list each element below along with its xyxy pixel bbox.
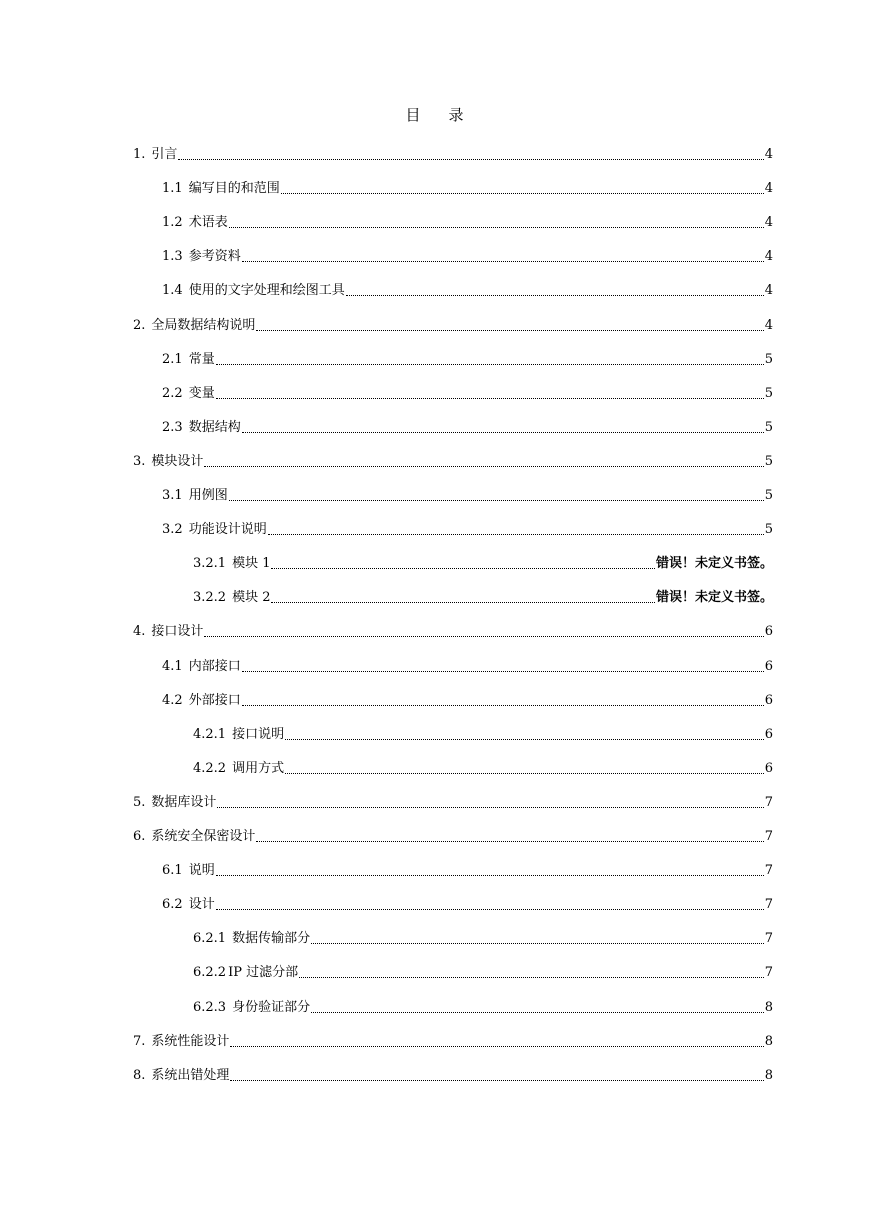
toc-entry-page: 6 bbox=[764, 624, 773, 640]
toc-entry-page: 8 bbox=[764, 1033, 773, 1049]
toc-entry-page: 7 bbox=[764, 931, 773, 947]
toc-entry[interactable] bbox=[162, 280, 773, 300]
toc-entry-title: 外部接口 bbox=[188, 692, 241, 708]
toc-entry-number: 1.4 bbox=[162, 283, 183, 299]
toc-dot-leader bbox=[229, 500, 764, 501]
toc-entry-number: 2.1 bbox=[162, 351, 183, 367]
toc-entry[interactable] bbox=[162, 417, 773, 437]
toc-entry-page: 5 bbox=[764, 419, 773, 435]
toc-title-char-1: 目 bbox=[405, 106, 421, 124]
toc-entry-number: 3.1 bbox=[162, 488, 183, 503]
toc-entry-page: 5 bbox=[764, 522, 773, 538]
toc-entry-title: 变量 bbox=[188, 385, 215, 401]
toc-entry-number: 6.2.1 bbox=[193, 931, 227, 947]
toc-entry-title: 接口设计 bbox=[151, 624, 204, 640]
toc-entry-page: 8 bbox=[764, 999, 773, 1015]
toc-entry-number: 4.2.1 bbox=[193, 726, 227, 742]
toc-title bbox=[0, 104, 869, 125]
toc-dot-leader bbox=[230, 1080, 763, 1081]
toc-entry-title: 用例图 bbox=[188, 488, 228, 503]
toc-entry-number: 1. bbox=[133, 147, 146, 162]
toc-entry[interactable] bbox=[162, 690, 773, 710]
toc-entry-number: 7. bbox=[133, 1033, 146, 1049]
toc-entry[interactable] bbox=[162, 656, 773, 676]
toc-entry-number: 3.2 bbox=[162, 522, 183, 538]
toc-entry[interactable] bbox=[193, 724, 773, 744]
toc-entry-page: 4 bbox=[764, 249, 773, 265]
toc-entry-page: 8 bbox=[764, 1067, 773, 1083]
toc-entry[interactable] bbox=[162, 894, 773, 914]
toc-entry-number: 1.2 bbox=[162, 215, 183, 231]
toc-entry[interactable] bbox=[133, 1031, 773, 1051]
toc-entry-title: 系统出错处理 bbox=[151, 1067, 230, 1083]
toc-entry-page: 4 bbox=[764, 317, 773, 333]
toc-entry[interactable] bbox=[162, 246, 773, 266]
toc-entry-title: 术语表 bbox=[188, 215, 228, 231]
toc-entry-page: 5 bbox=[764, 453, 773, 469]
toc-entry[interactable] bbox=[193, 928, 773, 948]
toc-dot-leader bbox=[229, 227, 764, 228]
toc-entry-error-page: 错误！未定义书签。 bbox=[655, 590, 773, 606]
toc-entry[interactable] bbox=[133, 792, 773, 812]
toc-entry-title: 内部接口 bbox=[188, 658, 241, 674]
toc-entry-title: 常量 bbox=[188, 351, 215, 367]
toc-dot-leader bbox=[256, 330, 763, 331]
toc-entry[interactable] bbox=[193, 587, 773, 607]
toc-entry[interactable] bbox=[133, 315, 773, 335]
toc-entry-page: 5 bbox=[764, 488, 773, 503]
toc-entry-page: 7 bbox=[764, 897, 773, 913]
toc-entry-page: 4 bbox=[764, 215, 773, 231]
toc-entry-page: 6 bbox=[764, 658, 773, 674]
toc-entry-number: 6. bbox=[133, 829, 146, 844]
toc-entry-page: 6 bbox=[764, 726, 773, 742]
toc-entry-title: 系统性能设计 bbox=[151, 1033, 230, 1049]
toc-dot-leader bbox=[268, 534, 764, 535]
toc-dot-leader bbox=[178, 159, 763, 160]
toc-entry-number: 4.2 bbox=[162, 692, 183, 708]
toc-entry-number: 5. bbox=[133, 794, 146, 810]
toc-entry-page: 7 bbox=[764, 863, 773, 879]
toc-dot-leader bbox=[216, 364, 764, 365]
toc-entry-title: 功能设计说明 bbox=[188, 522, 267, 538]
toc-entry-number: 4. bbox=[133, 624, 146, 640]
toc-entry-title: 模块 1 bbox=[232, 556, 271, 572]
toc-entry-title: IP 过滤分部 bbox=[228, 965, 299, 981]
toc-dot-leader bbox=[299, 977, 764, 978]
toc-dot-leader bbox=[271, 602, 655, 603]
toc-entry-number: 6.2 bbox=[162, 897, 183, 913]
toc-entry-page: 6 bbox=[764, 692, 773, 708]
toc-dot-leader bbox=[256, 841, 763, 842]
toc-entry-page: 5 bbox=[764, 351, 773, 367]
toc-entry-number: 8. bbox=[133, 1067, 146, 1083]
toc-entry[interactable] bbox=[162, 212, 773, 232]
toc-entry-number: 6.2.2 bbox=[193, 965, 227, 981]
toc-entry[interactable] bbox=[162, 519, 773, 539]
toc-entry-title: 数据结构 bbox=[188, 419, 241, 435]
toc-dot-leader bbox=[204, 466, 763, 467]
toc-dot-leader bbox=[242, 261, 764, 262]
toc-entry-title: 接口说明 bbox=[232, 726, 285, 742]
toc-entry[interactable] bbox=[133, 144, 773, 164]
toc-entry-number: 4.1 bbox=[162, 658, 183, 674]
toc-entry[interactable] bbox=[193, 997, 773, 1017]
toc-entry-title: 使用的文字处理和绘图工具 bbox=[188, 283, 345, 299]
toc-entry[interactable] bbox=[193, 553, 773, 573]
toc-entry-number: 3. bbox=[133, 453, 146, 469]
toc-dot-leader bbox=[281, 193, 764, 194]
toc-entry-number: 6.2.3 bbox=[193, 999, 227, 1015]
toc-entry-number: 1.1 bbox=[162, 181, 183, 197]
toc-entry[interactable] bbox=[193, 962, 773, 982]
toc-entry-title: 数据传输部分 bbox=[232, 931, 311, 947]
toc-dot-leader bbox=[216, 875, 764, 876]
toc-entry[interactable] bbox=[133, 1065, 773, 1085]
toc-entry-number: 4.2.2 bbox=[193, 760, 227, 776]
toc-entry-title: 全局数据结构说明 bbox=[151, 317, 256, 333]
toc-dot-leader bbox=[242, 432, 764, 433]
toc-entry-number: 1.3 bbox=[162, 249, 183, 265]
toc-entry[interactable] bbox=[162, 860, 773, 880]
toc-dot-leader bbox=[285, 773, 764, 774]
toc-entry[interactable] bbox=[162, 178, 773, 198]
toc-entry-number: 6.1 bbox=[162, 863, 183, 879]
toc-entry-title: 身份验证部分 bbox=[232, 999, 311, 1015]
toc-entry[interactable] bbox=[162, 383, 773, 403]
toc-entry-title: 说明 bbox=[188, 863, 215, 879]
toc-dot-leader bbox=[230, 1046, 763, 1047]
toc-dot-leader bbox=[285, 739, 764, 740]
toc-dot-leader bbox=[346, 295, 764, 296]
toc-dot-leader bbox=[204, 636, 763, 637]
toc-entry-number: 3.2.2 bbox=[193, 590, 227, 606]
toc-entry-title: 系统安全保密设计 bbox=[151, 829, 256, 844]
toc-entry-page: 6 bbox=[764, 760, 773, 776]
toc-entry-page: 4 bbox=[764, 283, 773, 299]
toc-entry-number: 2. bbox=[133, 317, 146, 333]
toc-entry-title: 编写目的和范围 bbox=[188, 181, 280, 197]
toc-entry[interactable] bbox=[162, 349, 773, 369]
toc-entry[interactable] bbox=[162, 485, 773, 505]
toc-entry[interactable] bbox=[193, 758, 773, 778]
toc-entry-page: 4 bbox=[764, 147, 773, 162]
toc-dot-leader bbox=[216, 909, 764, 910]
toc-entry[interactable] bbox=[133, 826, 773, 846]
toc-dot-leader bbox=[216, 398, 764, 399]
toc-title-char-2: 录 bbox=[448, 106, 464, 124]
toc-dot-leader bbox=[242, 671, 764, 672]
toc-entry-page: 5 bbox=[764, 385, 773, 401]
toc-entry-page: 7 bbox=[764, 829, 773, 844]
toc-entry-title: 数据库设计 bbox=[151, 794, 217, 810]
toc-entry-title: 模块 2 bbox=[232, 590, 271, 606]
toc-entry[interactable] bbox=[133, 621, 773, 641]
toc-entry[interactable] bbox=[133, 451, 773, 471]
toc-entry-number: 2.2 bbox=[162, 385, 183, 401]
toc-entry-number: 2.3 bbox=[162, 419, 183, 435]
toc-dot-leader bbox=[311, 1012, 764, 1013]
toc-entry-error-page: 错误！未定义书签。 bbox=[655, 556, 773, 572]
toc-entry-page: 4 bbox=[764, 181, 773, 197]
toc-dot-leader bbox=[311, 943, 764, 944]
toc-dot-leader bbox=[271, 568, 655, 569]
toc-entry-title: 模块设计 bbox=[151, 453, 204, 469]
toc-entry-page: 7 bbox=[764, 965, 773, 981]
toc-entry-page: 7 bbox=[764, 794, 773, 810]
toc-entry-title: 设计 bbox=[188, 897, 215, 913]
toc-dot-leader bbox=[217, 807, 763, 808]
toc-entry-title: 参考资料 bbox=[188, 249, 241, 265]
toc-entry-title: 调用方式 bbox=[232, 760, 285, 776]
toc-entry-title: 引言 bbox=[151, 147, 178, 162]
toc-entry-number: 3.2.1 bbox=[193, 556, 227, 572]
toc-dot-leader bbox=[242, 705, 764, 706]
